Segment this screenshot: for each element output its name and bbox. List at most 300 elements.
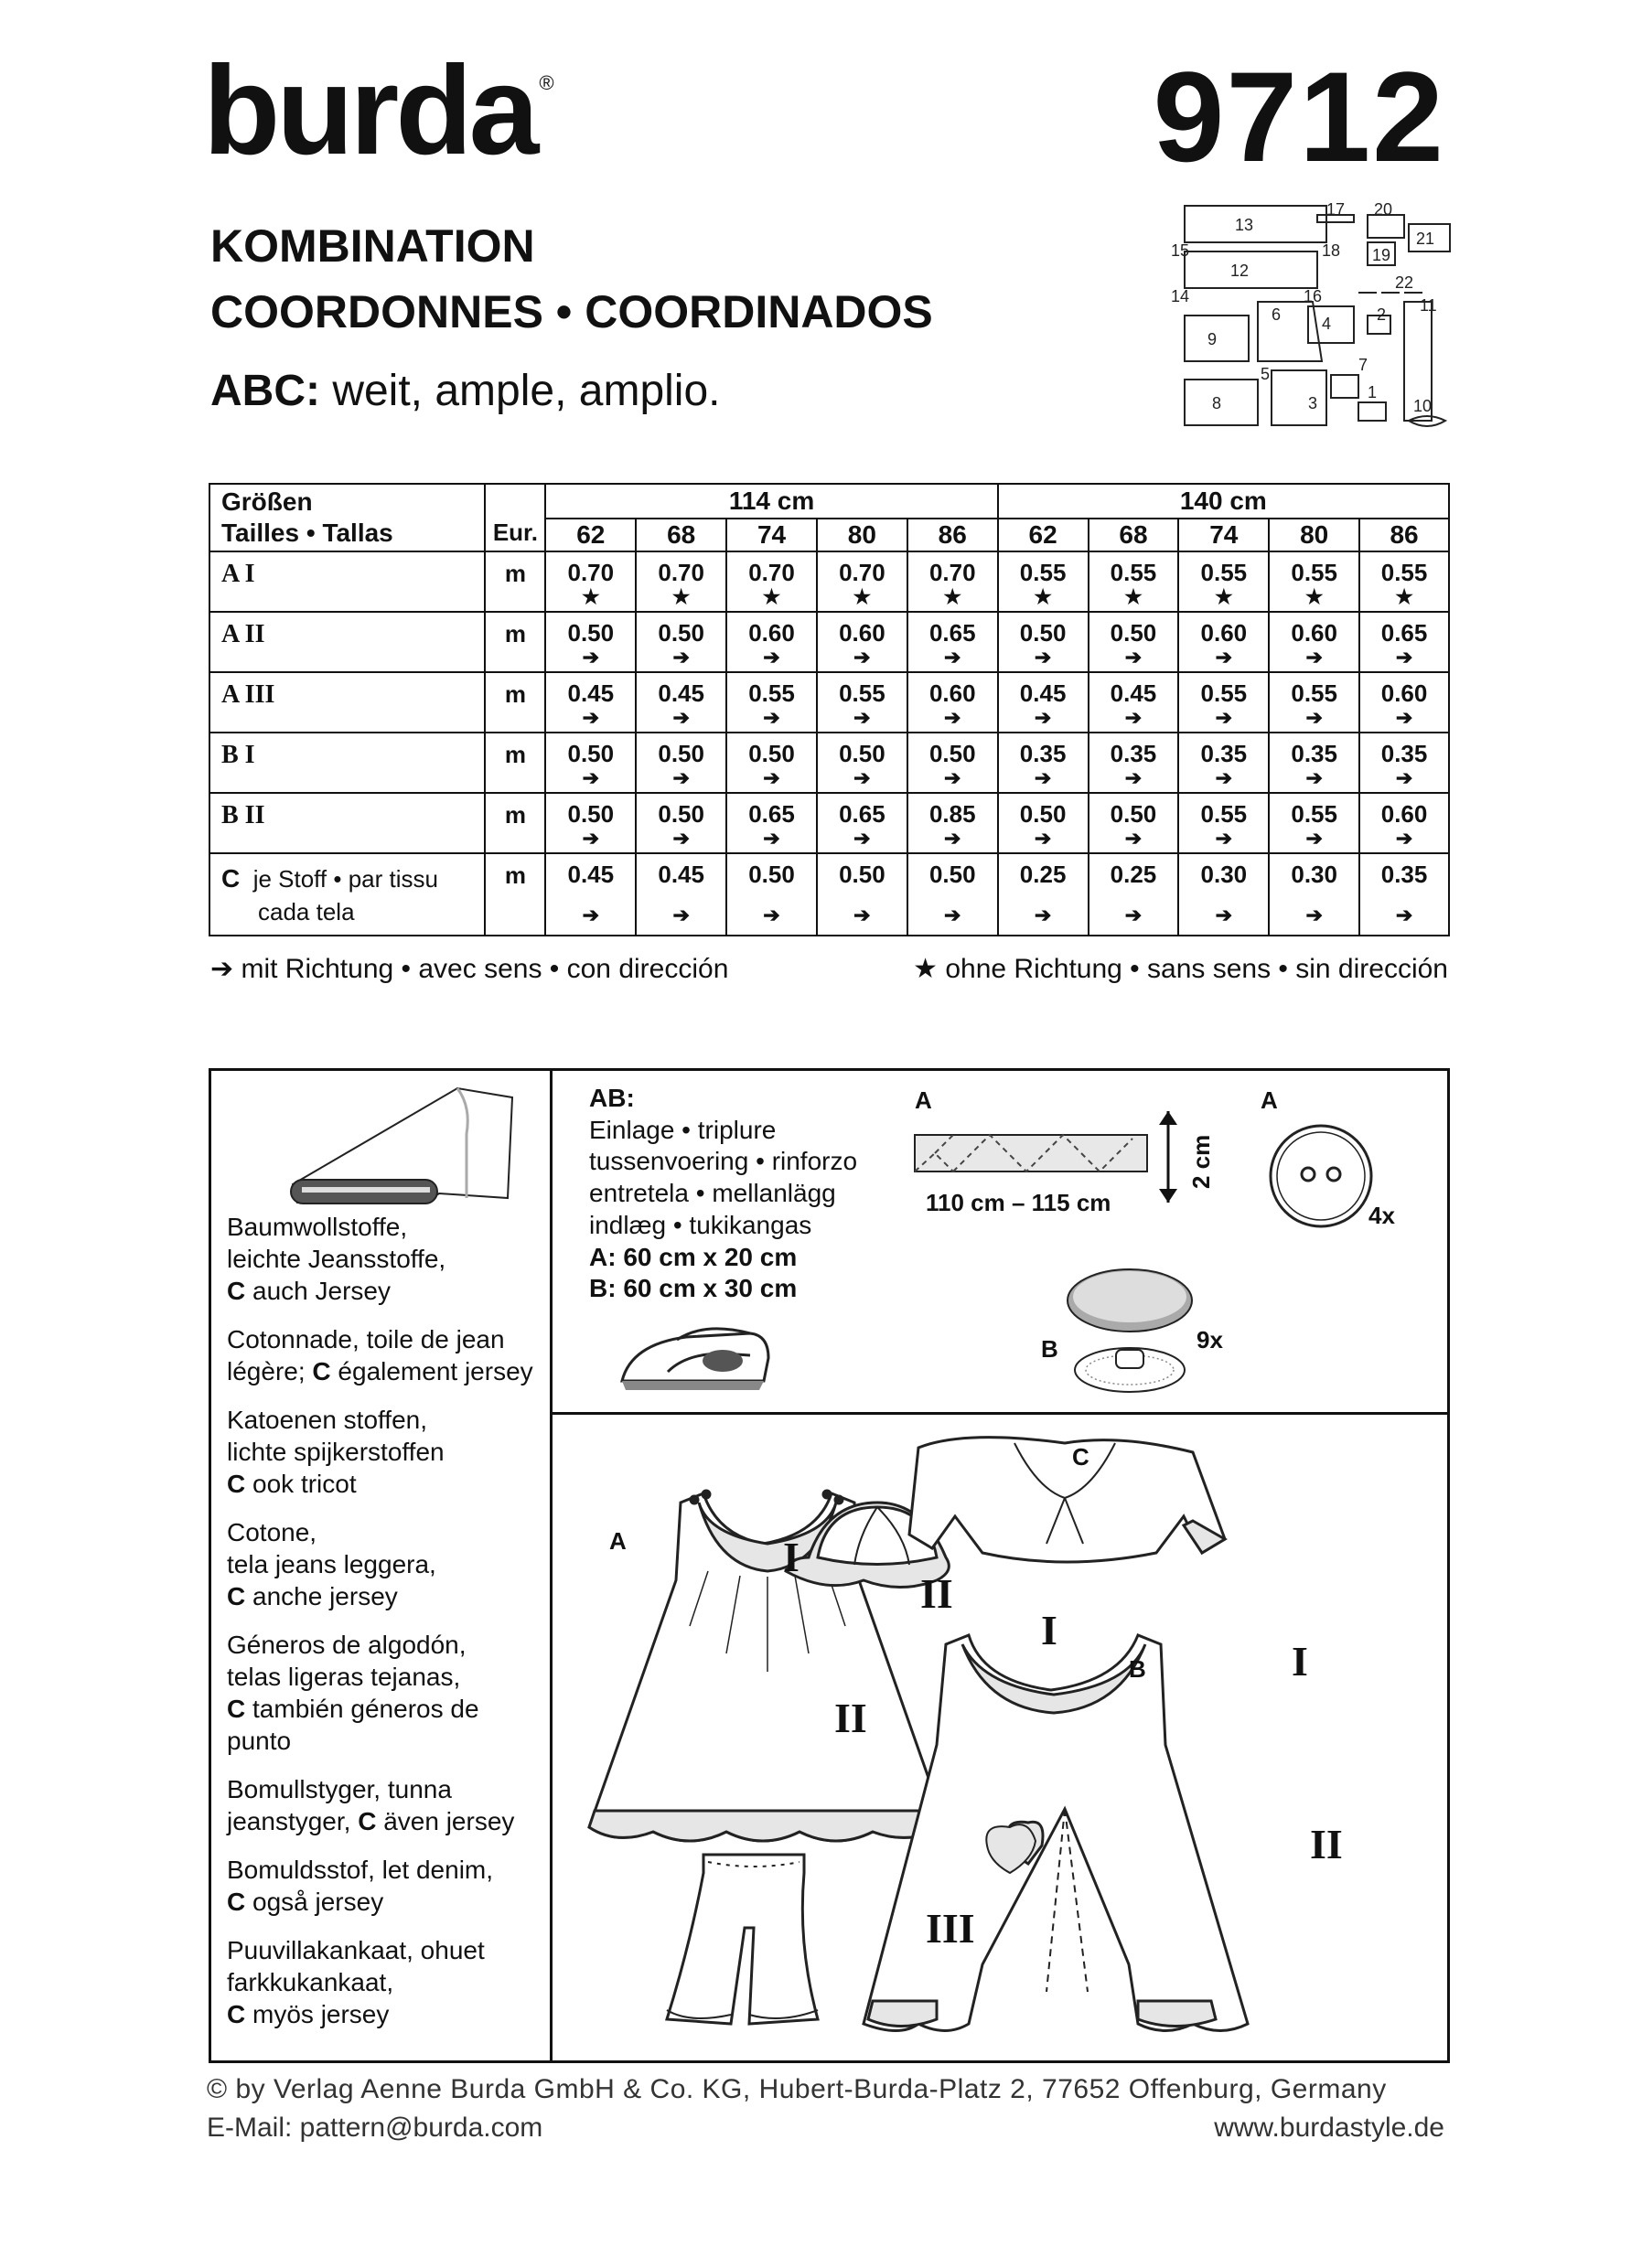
row-c-value: 0.30 [1200,861,1248,888]
direction-symbol: ➔ [672,705,690,729]
title-line-1: KOMBINATION [210,220,535,272]
row-unit: m [485,551,545,612]
direction-symbol: ➔ [582,645,600,669]
yardage-cell [636,672,726,733]
yardage-cell [998,672,1089,733]
tape-label: A [915,1086,932,1114]
yardage-cell [998,551,1089,612]
yardage-value: 0.50 [567,619,615,647]
piece-number: 21 [1416,230,1435,248]
snap-label: B [1041,1335,1058,1363]
piece-number: 7 [1358,356,1368,374]
size-cell: 86 [907,519,998,551]
row-c-symbol: ➔ [1215,903,1233,926]
yardage-cell [1178,733,1269,793]
piece-number: 2 [1377,305,1387,324]
fabric-description [227,1211,542,1307]
romper-roman-i: I [1292,1638,1308,1685]
direction-symbol: ★ [581,584,600,608]
fabric-c-label: C [358,1807,377,1835]
fabric-description [227,1404,542,1500]
row-c-cell [817,853,907,936]
fabric-c-text: myös jersey [245,2000,390,2028]
row-c-symbol: ➔ [1395,903,1413,926]
direction-symbol: ➔ [763,826,780,850]
direction-symbol: ★ [671,584,691,608]
yardage-cell [907,793,998,853]
yardage-cell [1269,551,1359,612]
direction-symbol: ★ [762,584,781,608]
direction-symbol: ➔ [1305,826,1323,850]
yardage-value: 0.50 [567,740,615,767]
fit-description [210,366,721,416]
interfacing-size-b: B: 60 cm x 30 cm [589,1274,798,1303]
yardage-value: 0.50 [1019,800,1067,828]
pants-outline [667,1855,818,2024]
table-row [209,793,1449,853]
yardage-value: 0.55 [1200,559,1248,586]
piece-number: 22 [1395,273,1414,292]
row-c-cell [726,853,817,936]
direction-symbol: ➔ [1034,645,1052,669]
fabric-description [227,1516,542,1612]
direction-symbol: ★ [1395,584,1413,608]
fabric-c-text: ook tricot [245,1470,357,1498]
fabric-c-prefix: légère; [227,1357,313,1385]
row-c-letter: C [221,864,241,893]
yardage-cell [998,733,1089,793]
interfacing-line: entretela • mellanlägg [589,1179,836,1208]
yardage-value: 0.60 [1380,800,1428,828]
yardage-cell [1178,612,1269,672]
yardage-cell [998,612,1089,672]
illustration-label-a: A [609,1527,627,1555]
row-c-cell [636,853,726,936]
row-c-label [209,853,485,936]
size-cell: 86 [1359,519,1449,551]
yardage-value: 0.35 [1019,740,1067,767]
direction-symbol: ★ [853,584,872,608]
size-cell: 80 [1269,519,1359,551]
yardage-value: 0.35 [1291,740,1337,767]
yardage-cell [1089,612,1179,672]
yardage-value: 0.35 [1380,740,1428,767]
row-c-value: 0.30 [1291,861,1337,888]
dress-roman-i: I [783,1534,800,1580]
piece-number: 11 [1420,296,1437,315]
row-c-symbol: ➔ [672,903,690,926]
yardage-value: 0.55 [1291,559,1337,586]
pants-roman-iii: III [926,1905,975,1952]
iron-icon [613,1317,778,1399]
fit-label: ABC: [210,367,320,415]
fabric-c-label: C [227,1277,246,1305]
fabric-line: Géneros de algodón, [227,1631,467,1659]
yardage-cell [1269,672,1359,733]
fabric-description [227,1773,542,1837]
direction-symbol: ➔ [763,705,780,729]
yardage-cell [1178,672,1269,733]
fabric-line: Puuvillakankaat, ohuet [227,1936,485,1964]
yardage-cell [726,612,817,672]
row-label: B II [209,793,485,853]
yardage-value: 0.60 [1291,619,1337,647]
direction-symbol: ➔ [944,826,961,850]
snap-fastener-icon [1052,1262,1207,1399]
brand-name: burda [203,40,536,181]
legend-without-direction: ★ ohne Richtung • sans sens • sin dirección [913,954,1448,984]
row-unit: m [485,612,545,672]
direction-symbol: ➔ [1034,826,1052,850]
yardage-value: 0.60 [748,619,795,647]
row-c-value: 0.50 [928,861,976,888]
piece-number: 4 [1322,315,1332,333]
direction-symbol: ➔ [582,705,600,729]
fabric-c-label: C [227,1695,246,1723]
direction-symbol: ➔ [944,645,961,669]
yardage-value: 0.60 [1380,679,1428,707]
direction-symbol: ➔ [672,765,690,789]
yardage-cell [636,551,726,612]
yardage-cell [1359,612,1449,672]
fabric-line: lichte spijkerstoffen [227,1438,445,1466]
fabric-c-label: C [227,2000,246,2028]
button-label: A [1261,1086,1278,1114]
direction-symbol: ➔ [1215,765,1233,789]
fabric-line: Bomullstyger, tunna [227,1775,452,1803]
direction-symbol: ➔ [1124,765,1143,789]
yardage-value: 0.60 [928,679,976,707]
fabric-list [227,1211,542,2047]
piece-number: 19 [1372,246,1391,264]
row-unit: m [485,672,545,733]
yardage-rows [209,551,1449,853]
direction-symbol: ➔ [672,645,690,669]
yardage-cell [726,551,817,612]
fabric-c-label: C [312,1357,331,1385]
fabric-line: leichte Jeansstoffe, [227,1245,446,1273]
yardage-value: 0.50 [839,740,885,767]
dress-roman-ii: II [834,1695,867,1741]
width-140-header: 140 cm [998,484,1449,519]
row-c-symbol: ➔ [944,903,961,926]
piece-number: 20 [1374,200,1393,219]
direction-symbol: ★ [1304,584,1324,608]
row-unit: m [485,793,545,853]
table-row [209,612,1449,672]
yardage-cell [1089,793,1179,853]
fabric-description [227,1323,542,1387]
yardage-cell [1269,612,1359,672]
fabric-line: Cotone, [227,1518,317,1546]
piece-number: 3 [1308,394,1318,412]
yardage-cell [636,612,726,672]
direction-symbol: ➔ [853,705,871,729]
yardage-value: 0.70 [839,559,885,586]
size-cell: 80 [817,519,907,551]
yardage-cell [545,733,636,793]
width-114-header: 114 cm [545,484,997,519]
row-c-value: 0.45 [658,861,704,888]
row-c-symbol: ➔ [1305,903,1323,926]
bolero-c-outline [909,1438,1225,1562]
direction-symbol: ➔ [1124,705,1143,729]
direction-symbol: ★ [943,584,962,608]
row-unit: m [485,733,545,793]
table-row [209,672,1449,733]
fabric-line: Baumwollstoffe, [227,1213,408,1241]
eur-label: Eur. [485,484,545,551]
direction-symbol: ➔ [672,826,690,850]
fabric-roll-icon [274,1079,531,1207]
piece-number: 12 [1230,262,1250,280]
frame-divider-horizontal [550,1412,1447,1415]
fabric-c-label: C [227,1470,246,1498]
table-row [209,733,1449,793]
tape-length-label: 110 cm – 115 cm [926,1189,1111,1216]
yardage-cell [1359,672,1449,733]
yardage-value: 0.45 [658,679,704,707]
yardage-value: 0.70 [567,559,615,586]
direction-symbol: ➔ [1305,765,1323,789]
direction-symbol: ➔ [1395,826,1413,850]
row-c-value: 0.50 [748,861,795,888]
yardage-value: 0.65 [839,800,885,828]
yardage-value: 0.55 [1019,559,1067,586]
yardage-cell [1269,733,1359,793]
row-c-cell [1178,853,1269,936]
yardage-cell [817,733,907,793]
yardage-value: 0.50 [748,740,795,767]
fabric-description [227,1934,542,2030]
row-c-value: 0.25 [1019,861,1067,888]
row-c-symbol: ➔ [763,903,780,926]
size-label-cell [209,484,485,551]
piece-number: 18 [1322,241,1341,260]
row-c-value: 0.35 [1380,861,1428,888]
piece-number: 10 [1413,397,1433,415]
interfacing-line: Einlage • triplure [589,1115,777,1144]
yardage-cell [545,793,636,853]
yardage-value: 0.55 [1380,559,1428,586]
illustration-label-b: B [1129,1655,1146,1683]
piece-number: 1 [1368,383,1378,401]
row-c-value: 0.25 [1110,861,1157,888]
fabric-c-text: även jersey [376,1807,515,1835]
yardage-value: 0.35 [1200,740,1248,767]
registered-mark: ® [539,71,554,94]
fabric-c-label: C [227,1582,246,1610]
fabric-c-text: også jersey [245,1888,384,1916]
fabric-c-text: anche jersey [245,1582,398,1610]
dress-a-hem-band [589,1811,946,1841]
row-c-cell [907,853,998,936]
direction-symbol: ➔ [1395,765,1413,789]
yardage-value: 0.45 [1019,679,1067,707]
yardage-cell [1359,551,1449,612]
yardage-cell [907,672,998,733]
row-c-cell [545,853,636,936]
yardage-cell [545,672,636,733]
direction-symbol: ➔ [582,765,600,789]
piece-number: 17 [1326,200,1346,219]
fabric-line: Cotonnade, toile de jean [227,1325,505,1353]
yardage-cell [1178,793,1269,853]
legend-with-direction: ➔ mit Richtung • avec sens • con dirección [210,954,729,984]
direction-symbol: ➔ [944,765,961,789]
direction-symbol: ➔ [582,826,600,850]
row-label: B I [209,733,485,793]
row-c-cell [1269,853,1359,936]
pattern-pieces-thumbnail [1171,197,1464,434]
yardage-value: 0.65 [748,800,795,828]
fabric-line: tela jeans leggera, [227,1550,436,1578]
size-label-fr-es: Tailles • Tallas [221,519,393,547]
yardage-value: 0.60 [1200,619,1248,647]
yardage-cell [817,551,907,612]
yardage-value: 0.70 [658,559,704,586]
row-c-sub1: je Stoff • par tissu [252,865,438,893]
yardage-cell [998,793,1089,853]
garment-illustrations [553,1416,1444,2056]
fabric-c-text: auch Jersey [245,1277,391,1305]
hat-roman-i: I [1041,1607,1057,1653]
yardage-cell [817,793,907,853]
illustration-label-c: C [1072,1443,1089,1471]
yardage-cell [907,612,998,672]
yardage-cell [1089,733,1179,793]
yardage-value: 0.45 [567,679,615,707]
direction-symbol: ➔ [1124,826,1143,850]
row-label: A III [209,672,485,733]
direction-symbol: ➔ [1215,705,1233,729]
table-header-row [209,484,1449,519]
row-c-symbol: ➔ [853,903,871,926]
direction-symbol: ★ [1214,584,1233,608]
yardage-value: 0.50 [1110,800,1157,828]
row-c-unit: m [485,853,545,936]
table-row [209,551,1449,612]
yardage-value: 0.55 [1291,800,1337,828]
yardage-value: 0.35 [1110,740,1157,767]
piece-number: 16 [1304,287,1323,305]
email-line[interactable]: E-Mail: pattern@burda.com [207,2113,543,2143]
row-c-value: 0.45 [567,861,615,888]
size-label-de: Größen [221,487,313,517]
piece-number: 8 [1212,394,1222,412]
yardage-value: 0.70 [748,559,795,586]
button-count: 4x [1368,1202,1395,1229]
yardage-cell [545,551,636,612]
yardage-value: 0.50 [1110,619,1157,647]
fabric-c-label: C [227,1888,246,1916]
yardage-cell [726,672,817,733]
size-cell: 62 [545,519,636,551]
row-c-cell [998,853,1089,936]
direction-symbol: ★ [1034,584,1052,608]
size-cell: 62 [998,519,1089,551]
yardage-value: 0.85 [928,800,976,828]
romper-roman-ii: II [1310,1821,1343,1867]
piece-number: 13 [1235,216,1254,234]
direction-symbol: ➔ [1124,645,1143,669]
yardage-cell [907,551,998,612]
size-cell: 68 [1089,519,1179,551]
yardage-cell [1359,733,1449,793]
direction-symbol: ➔ [1215,826,1233,850]
direction-symbol: ➔ [1395,705,1413,729]
direction-symbol: ➔ [763,765,780,789]
yardage-cell [726,793,817,853]
yardage-value: 0.55 [1291,679,1337,707]
yardage-cell [1089,672,1179,733]
yardage-cell [1359,793,1449,853]
table-row-c [209,853,1449,936]
yardage-value: 0.50 [658,619,704,647]
yardage-cell [545,612,636,672]
fit-text: weit, ample, amplio. [319,367,721,415]
direction-symbol: ➔ [1305,705,1323,729]
ab-label: AB: [589,1084,635,1112]
row-c-sub2: cada tela [258,897,355,925]
yardage-cell [636,733,726,793]
tape-width-arrow [1154,1107,1182,1207]
interfacing-line: tussenvoering • rinforzo [589,1147,858,1176]
size-cell: 74 [1178,519,1269,551]
row-label: A I [209,551,485,612]
row-c-cell [1359,853,1449,936]
button-icon [1266,1121,1376,1231]
piece-number: 5 [1261,365,1271,383]
yardage-value: 0.55 [1110,559,1157,586]
tape-width-label: 2 cm [1187,1134,1215,1189]
direction-symbol: ➔ [1305,645,1323,669]
yardage-value: 0.55 [1200,800,1248,828]
fabric-line: Bomuldsstof, let denim, [227,1856,494,1884]
yardage-cell [726,733,817,793]
piece-number: 14 [1171,287,1190,305]
direction-symbol: ➔ [853,826,871,850]
row-c-symbol: ➔ [582,903,600,926]
direction-symbol: ➔ [1395,645,1413,669]
fabric-c-text: también géneros de punto [227,1695,479,1755]
fabric-c-prefix: jeanstyger, [227,1807,359,1835]
yardage-value: 0.65 [1380,619,1428,647]
yardage-value: 0.45 [1110,679,1157,707]
fabric-line: telas ligeras tejanas, [227,1663,461,1691]
yardage-value: 0.70 [928,559,976,586]
row-c-value: 0.50 [839,861,885,888]
title-line-2: COORDONNES • COORDINADOS [210,286,933,337]
interfacing-line: indlæg • tukikangas [589,1210,812,1239]
yardage-value: 0.55 [1200,679,1248,707]
direction-symbol: ➔ [1215,645,1233,669]
yardage-cell [1269,793,1359,853]
row-c-symbol: ➔ [1034,903,1052,926]
yardage-value: 0.50 [928,740,976,767]
yardage-value: 0.55 [839,679,885,707]
website-link[interactable]: www.burdastyle.de [1214,2113,1444,2143]
yardage-cell [1089,551,1179,612]
yardage-cell [907,733,998,793]
yardage-value: 0.50 [658,740,704,767]
fabric-description [227,1629,542,1757]
fabric-line: Katoenen stoffen, [227,1406,427,1434]
row-c-symbol: ➔ [1124,903,1143,926]
interfacing-size-a: A: 60 cm x 20 cm [589,1242,798,1271]
direction-symbol: ➔ [944,705,961,729]
fabric-c-text: également jersey [330,1357,533,1385]
